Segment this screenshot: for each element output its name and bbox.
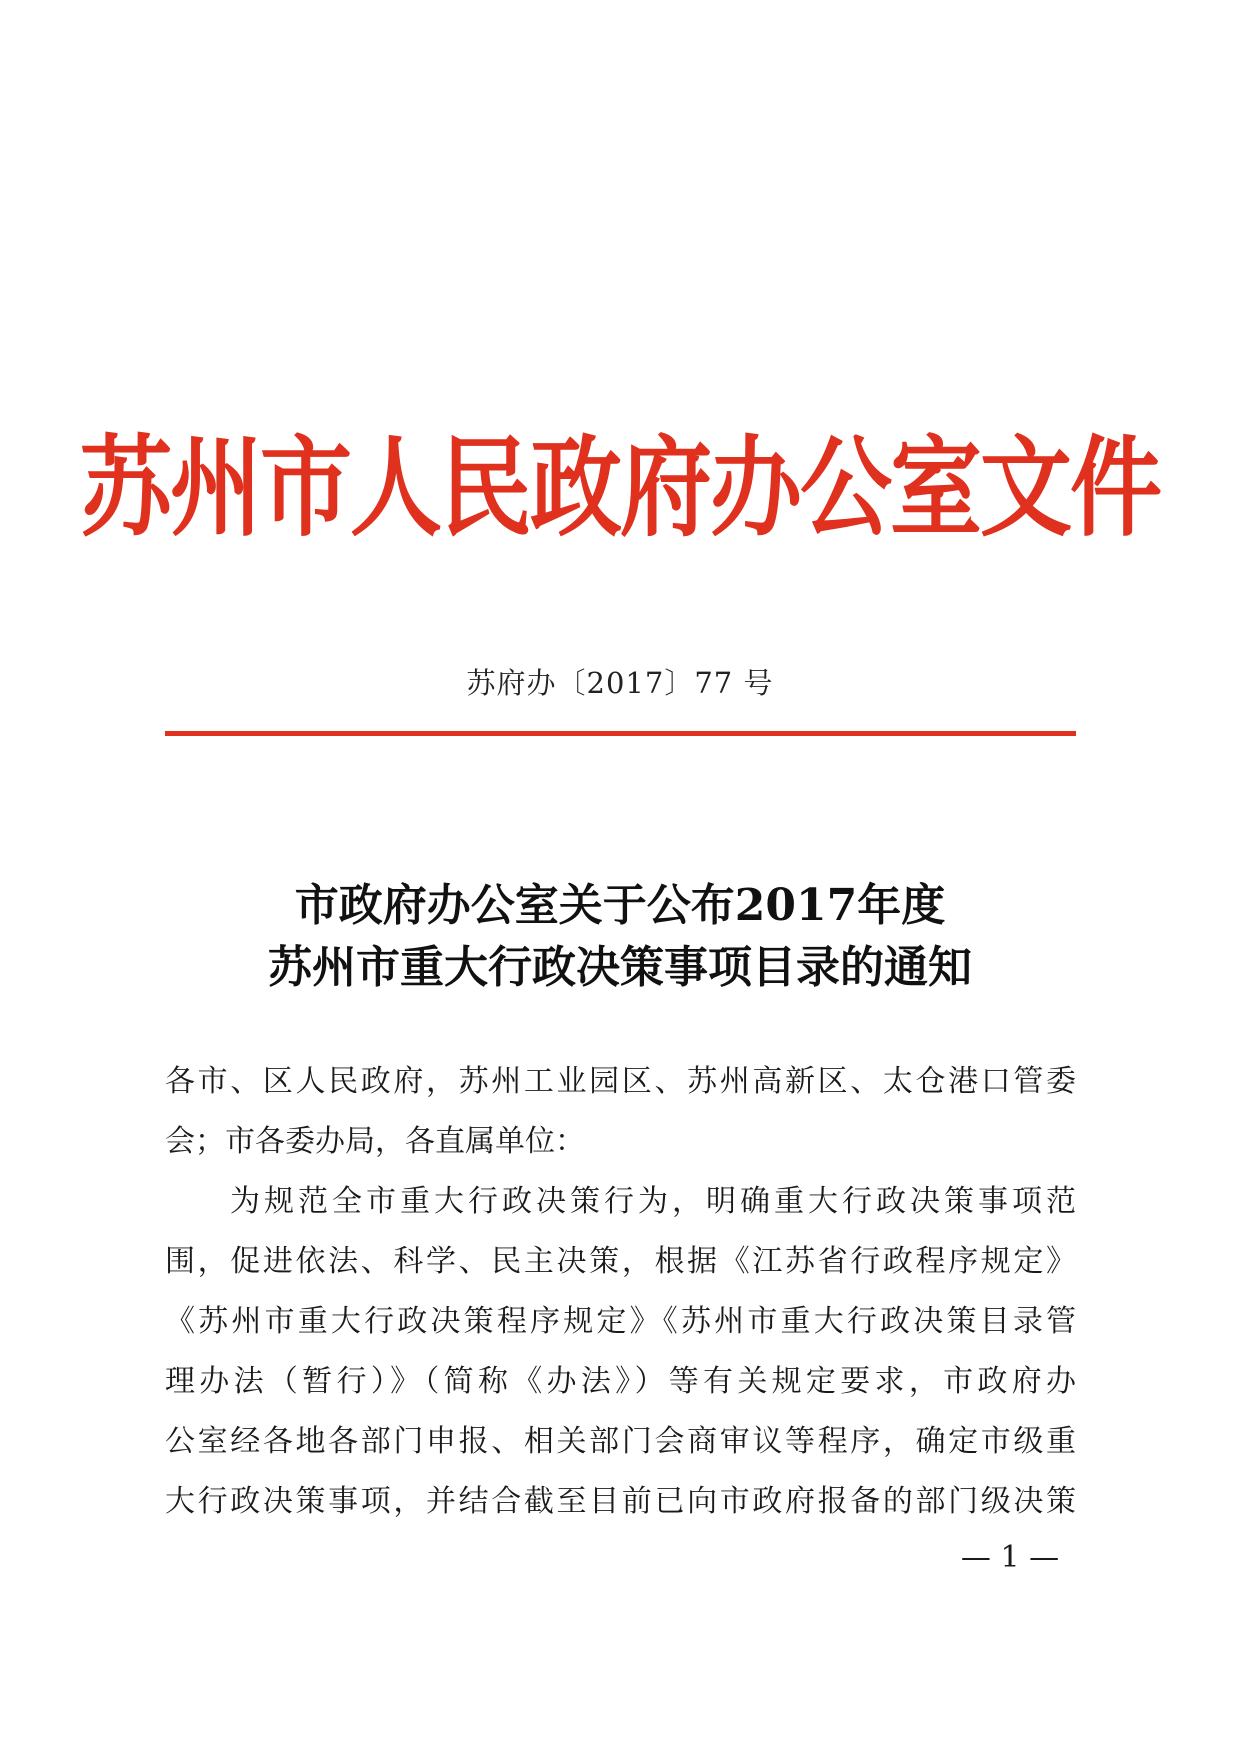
document-number: 苏府办〔2017〕77 号: [466, 666, 774, 700]
notice-title-line-1: 市政府办公室关于公布2017年度: [294, 880, 946, 931]
body-line: 为规范全市重大行政决策行为，明确重大行政决策事项范: [230, 1184, 1076, 1219]
body-line: 围，促进依法、科学、民主决策，根据《江苏省行政程序规定》: [165, 1244, 1076, 1279]
body-line: 大行政决策事项，并结合截至目前已向市政府报备的部门级决策: [165, 1484, 1076, 1519]
body-line: 会；市各委办局，各直属单位：: [165, 1124, 585, 1159]
body-line: 《苏州市重大行政决策程序规定》《苏州市重大行政决策目录管: [165, 1304, 1076, 1339]
red-divider-line: [165, 731, 1076, 736]
page-number: — 1 —: [960, 1540, 1060, 1575]
masthead-title: 苏州市人民政府办公室文件: [79, 425, 1160, 552]
body-line: 公室经各地各部门申报、相关部门会商审议等程序，确定市级重: [165, 1424, 1076, 1459]
body-line: 各市、区人民政府，苏州工业园区、苏州高新区、太仓港口管委: [165, 1064, 1076, 1099]
body-line: 理办法（暂行）》（简称《办法》）等有关规定要求，市政府办: [165, 1364, 1076, 1399]
notice-title-line-2: 苏州市重大行政决策事项目录的通知: [268, 942, 972, 993]
